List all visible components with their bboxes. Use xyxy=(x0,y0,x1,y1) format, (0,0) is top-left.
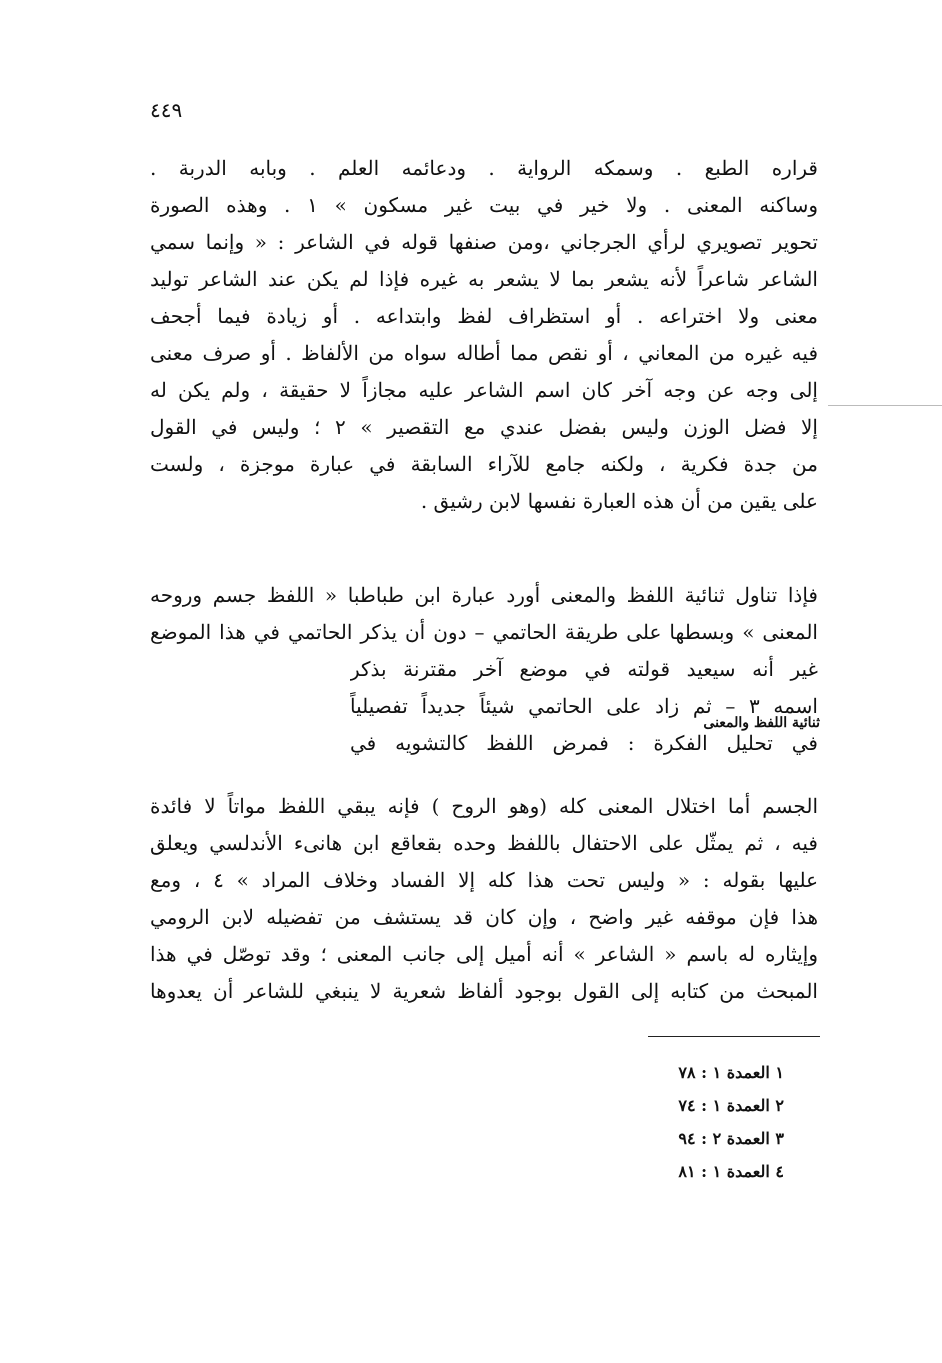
text-line: المعنى » وبسطها على طريقة الحاتمي – دون أن يذكر الحاتمي في هذا الموضع xyxy=(150,620,818,644)
text-line: في تحليل الفكرة : فمرض اللفظ كالتشويه في xyxy=(350,731,818,755)
footnotes xyxy=(620,1056,784,1188)
text-line: هذا فإن موقفه غير واضح ، وإن كان قد يستشف من تفضيله لابن الرومي xyxy=(150,905,818,929)
text-line: إلى وجه عن وجه آخر كان اسم الشاعر عليه مجازاً لا حقيقة ، ولم يكن له xyxy=(150,378,818,402)
text-line: فيه ، ثم يمثّل على الاحتفال باللفظ وحده بقعاقع ابن هانىء الأندلسي ويعلق xyxy=(150,831,818,855)
text-line: إلا فضل الوزن وليس بفضل عندي مع التقصير » ٢ ؛ وليس في القول xyxy=(150,415,818,439)
footnote: ٢ العمدة ١ : ٧٤ xyxy=(678,1096,784,1115)
footnote: ٤ العمدة ١ : ٨١ xyxy=(678,1162,784,1181)
text-line: من جدة فكرية ، ولكنه جامع للآراء السابقة في عبارة موجزة ، ولست xyxy=(150,452,818,476)
page-number: ٤٤٩ xyxy=(150,98,183,122)
footnote: ٣ العمدة ٢ : ٩٤ xyxy=(678,1129,784,1148)
margin-note: ثنائية اللفظ والمعنى xyxy=(703,715,820,731)
text-line: معنى ولا اختراعه . أو استظراف لفظ وابتداعه . أو زيادة فيما أجحف xyxy=(150,304,818,328)
text-line: قراره الطبع . وسمكه الرواية . ودعائمه العلم . وبابه الدربة . xyxy=(150,156,818,180)
text-line: فيه غيره من المعاني ، أو نقص مما أطاله سواه من الألفاظ . أو صرف معنى xyxy=(150,341,818,365)
text-line: فإذا تناول ثنائية اللفظ والمعنى أورد عبارة ابن طباطبا « اللفظ جسم وروحه xyxy=(150,583,818,607)
text-line: المبحث من كتابه إلى القول بوجود ألفاظ شعرية لا ينبغي للشاعر أن يعدوها xyxy=(150,979,818,1003)
text-line: على يقين من أن هذه العبارة نفسها لابن رشيق . xyxy=(420,489,818,513)
footnote-separator xyxy=(648,1036,820,1037)
text-line: اسمه ٣ – ثم زاد على الحاتمي شيئاً جديداً تفصيلياً xyxy=(350,694,818,718)
text-line: وإيثاره له باسم « الشاعر » أنه أميل إلى جانب المعنى ؛ وقد توصّل في هذا xyxy=(150,942,818,966)
text-line: وساكنه المعنى . ولا خير في بيت غير مسكون » ١ . وهذه الصورة xyxy=(150,193,818,217)
paragraph-1 xyxy=(150,150,818,520)
footnote: ١ العمدة ١ : ٧٨ xyxy=(678,1063,784,1082)
text-line: غير أنه سيعيد قولته في موضع آخر مقترنة بذكر xyxy=(350,657,818,681)
text-line: الشاعر شاعراً لأنه يشعر بما لا يشعر به غيره فإذا لم يكن عند الشاعر توليد xyxy=(150,267,818,291)
paragraph-3 xyxy=(150,788,818,1010)
text-line: تحوير تصويري لرأي الجرجاني ،ومن صنفها قوله في الشاعر : « وإنما سمي xyxy=(150,230,818,254)
text-line: عليها بقوله : « وليس تحت هذا كله إلا الفساد وخلاف المراد » ٤ ، ومع xyxy=(150,868,818,892)
text-line: الجسم أما اختلال المعنى كله (وهو الروح ) فإنه يبقي اللفظ مواتاً لا فائدة xyxy=(150,794,818,818)
scan-edge-line xyxy=(828,405,942,406)
